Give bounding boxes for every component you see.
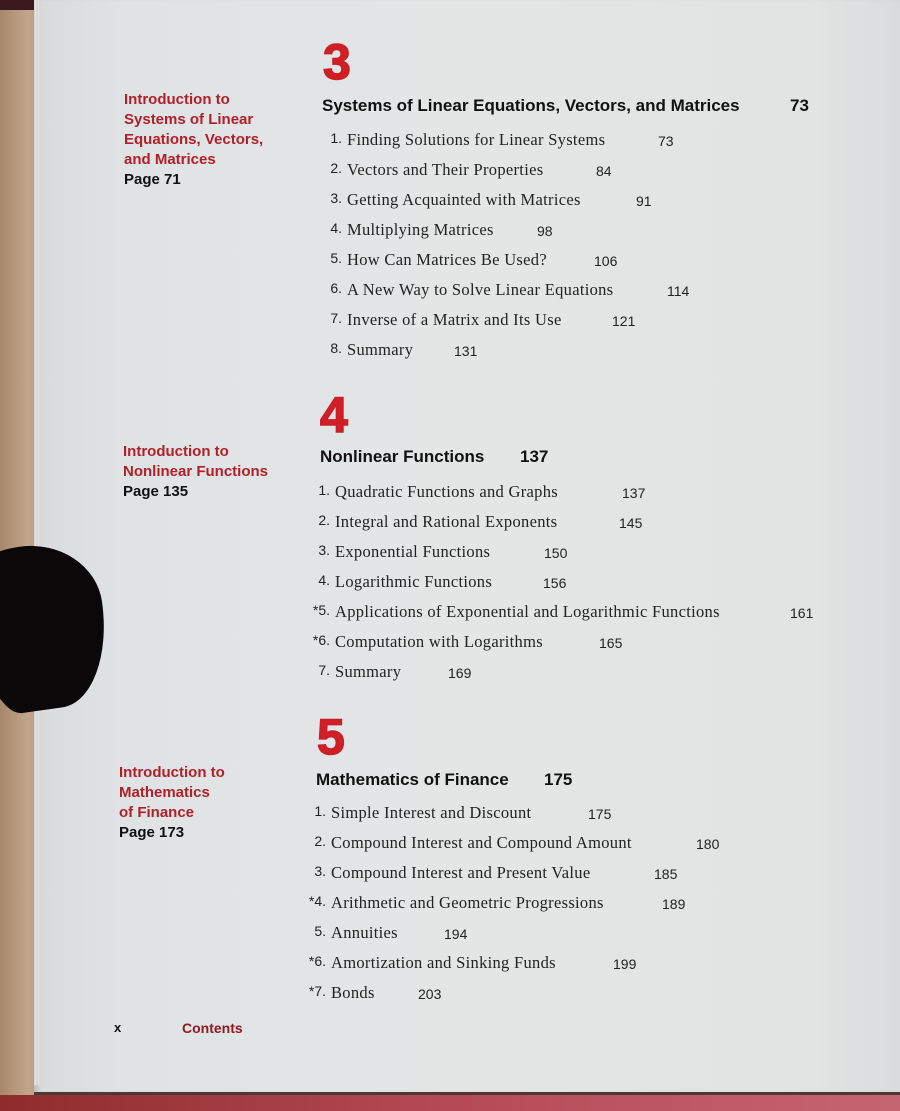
section-item[interactable]: 5. Annuities 194 [314,923,468,942]
chapter-title: Nonlinear Functions 137 [320,447,549,466]
book-cover-bottom [0,1095,900,1111]
section-item[interactable]: *7. Bonds 203 [308,983,442,1002]
section-item[interactable]: 2. Compound Interest and Compound Amount 180 [314,833,720,852]
chapter-intro: Introduction to Mathematics of Finance Page 173 [119,764,225,841]
section-item[interactable]: 3. Getting Acquainted with Matrices 91 [330,190,652,209]
section-list [318,130,818,370]
section-item[interactable]: *5. Applications of Exponential and Logarithmic Functions 161 [312,602,814,621]
chapter-number: 3 [323,34,350,90]
section-item[interactable]: 7. Summary 169 [318,662,472,681]
section-item[interactable]: 3. Exponential Functions 150 [318,542,568,561]
section-item[interactable]: 6. A New Way to Solve Linear Equations 114 [330,280,690,299]
chapter-page: 137 [520,447,549,466]
chapter-title: Mathematics of Finance 175 [316,770,573,789]
section-list [302,803,822,1013]
section-item[interactable]: 1. Simple Interest and Discount 175 [314,803,612,822]
chapter-number: 4 [320,387,347,443]
section-item[interactable]: 2. Integral and Rational Exponents 145 [318,512,643,531]
chapter-number: 5 [317,709,344,765]
section-item[interactable]: *6. Amortization and Sinking Funds 199 [308,953,637,972]
section-item[interactable]: *6. Computation with Logarithms 165 [312,632,623,651]
intro-page-ref: Page 135 [123,483,189,500]
intro-page-ref: Page 173 [119,824,185,841]
section-item[interactable]: 1. Finding Solutions for Linear Systems 73 [330,130,674,149]
section-item[interactable]: 1. Quadratic Functions and Graphs 137 [318,482,646,501]
section-list [306,482,826,692]
section-item[interactable]: 8. Summary 131 [330,340,478,359]
folio-page-number: x [114,1020,122,1035]
section-item[interactable]: 7. Inverse of a Matrix and Its Use 121 [330,310,636,329]
running-footer-label: Contents [182,1020,243,1036]
book-cover-corner [0,0,36,10]
section-item[interactable]: 4. Multiplying Matrices 98 [330,220,553,239]
chapter-page: 73 [790,96,809,115]
section-item[interactable]: 5. How Can Matrices Be Used? 106 [330,250,618,269]
section-item[interactable]: *4. Arithmetic and Geometric Progressions 189 [308,893,686,912]
section-item[interactable]: 4. Logarithmic Functions 156 [318,572,567,591]
page-stack-edge [34,0,40,1085]
chapter-title: Systems of Linear Equations, Vectors, and Matrices 73 [322,96,809,115]
section-item[interactable]: 3. Compound Interest and Present Value 185 [314,863,678,882]
chapter-intro: Introduction to Nonlinear Functions Page 135 [123,443,269,500]
section-item[interactable]: 2. Vectors and Their Properties 84 [330,160,612,179]
chapter-page: 175 [544,770,573,789]
chapter-intro: Introduction to Systems of Linear Equations, Vectors, and Matrices Page 71 [124,91,264,188]
intro-page-ref: Page 71 [124,171,181,188]
